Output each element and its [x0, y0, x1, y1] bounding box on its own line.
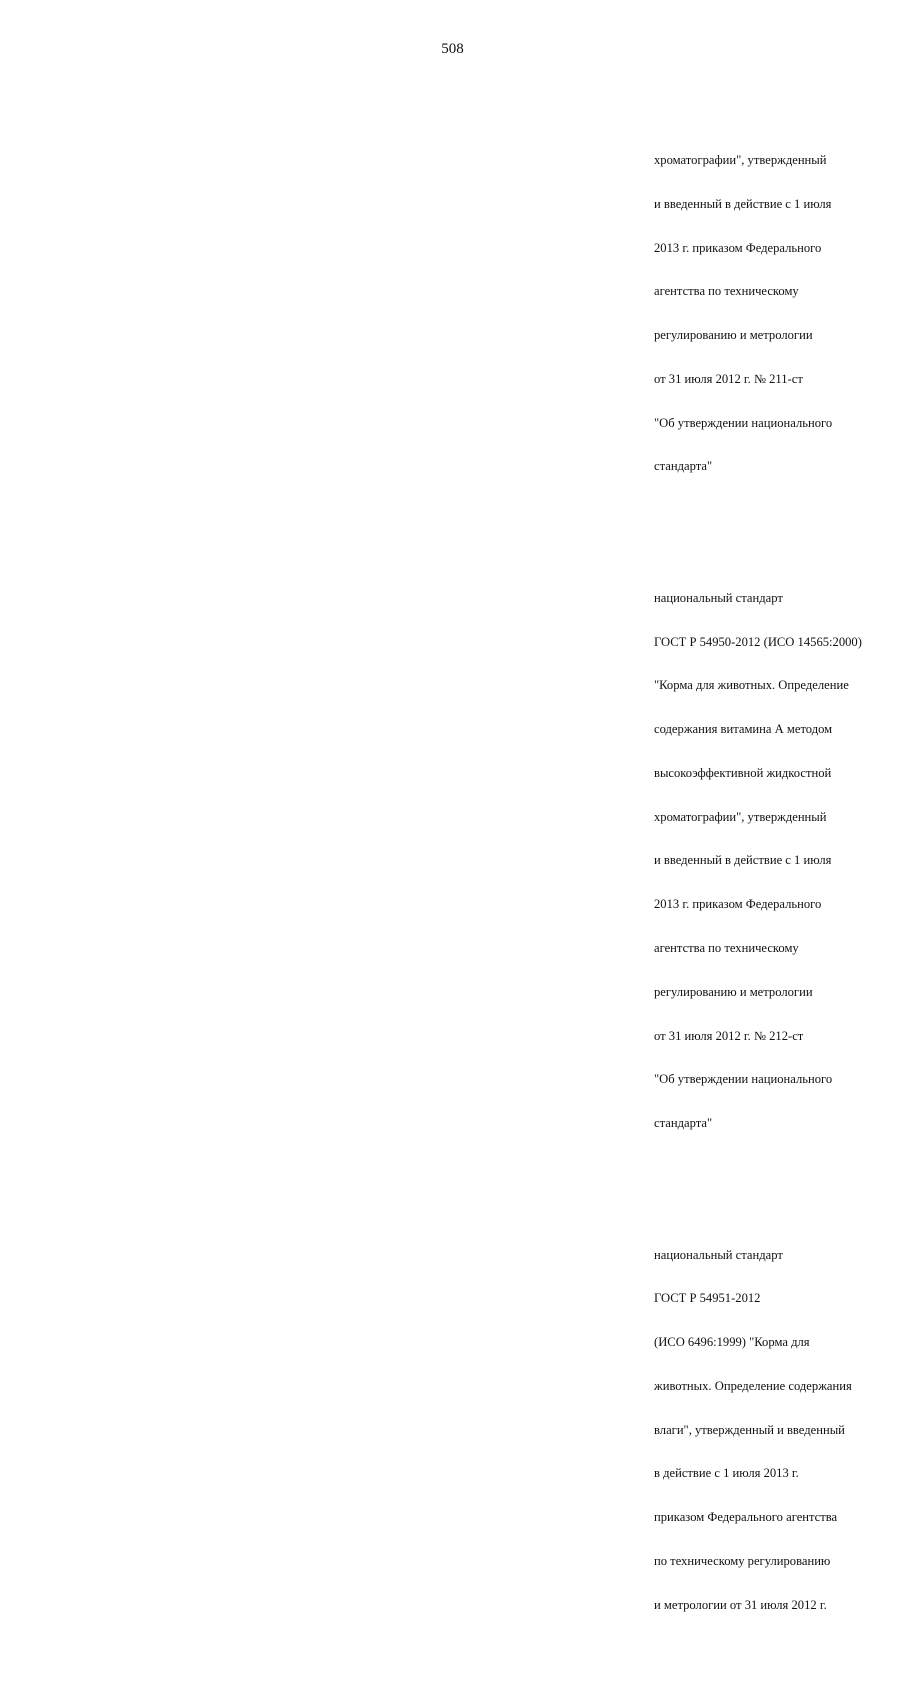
text-line: и введенный в действие с 1 июля [654, 853, 832, 868]
text-line: 2013 г. приказом Федерального [654, 240, 822, 255]
text-line: национальный стандарт [654, 590, 783, 605]
text-line: приказом Федерального агентства [654, 1510, 838, 1525]
text-line: от 31 июля 2012 г. № 212-ст [654, 1028, 804, 1043]
text-line: ГОСТ Р 54950-2012 (ИСО 14565:2000) [654, 634, 862, 649]
page-number: 508 [441, 41, 464, 57]
text-line: по техническому регулированию [654, 1553, 831, 1568]
text-line: в действие с 1 июля 2013 г. [654, 1466, 799, 1481]
text-line: "Корма для животных. Определение [654, 678, 849, 693]
text-line: от 31 июля 2012 г. № 211-ст [654, 371, 803, 386]
text-line: "Об утверждении национального [654, 415, 833, 430]
text-line: содержания витамина А методом [654, 722, 833, 737]
text-line: и метрологии от 31 июля 2012 г. [654, 1597, 827, 1612]
text-line: хроматографии", утвержденный [654, 809, 827, 824]
text-line: стандарта" [654, 459, 713, 474]
text-line: регулированию и метрологии [654, 984, 813, 999]
text-line: ГОСТ Р 54951-2012 [654, 1291, 761, 1306]
text-line: 2013 г. приказом Федерального [654, 897, 822, 912]
text-line: стандарта" [654, 1116, 713, 1131]
text-line: высокоэффективной жидкостной [654, 765, 832, 780]
text-line: регулированию и метрологии [654, 328, 813, 343]
text-line: "Об утверждении национального [654, 1072, 833, 1087]
text-line: (ИСО 6496:1999) "Корма для [654, 1335, 810, 1350]
text-line: агентства по техническому [654, 941, 799, 956]
paragraph-gost-54949-continuation [654, 124, 899, 503]
text-line: хроматографии", утвержденный [654, 152, 827, 167]
text-line: и введенный в действие с 1 июля [654, 196, 832, 211]
text-line: влаги", утвержденный и введенный [654, 1422, 845, 1437]
paragraph-gost-54951 [654, 1218, 899, 1641]
paragraph-gost-54950 [654, 562, 899, 1160]
text-line: национальный стандарт [654, 1247, 783, 1262]
document-text-column [654, 80, 899, 1685]
text-line: животных. Определение содержания [654, 1378, 852, 1393]
text-line: агентства по техническому [654, 284, 799, 299]
